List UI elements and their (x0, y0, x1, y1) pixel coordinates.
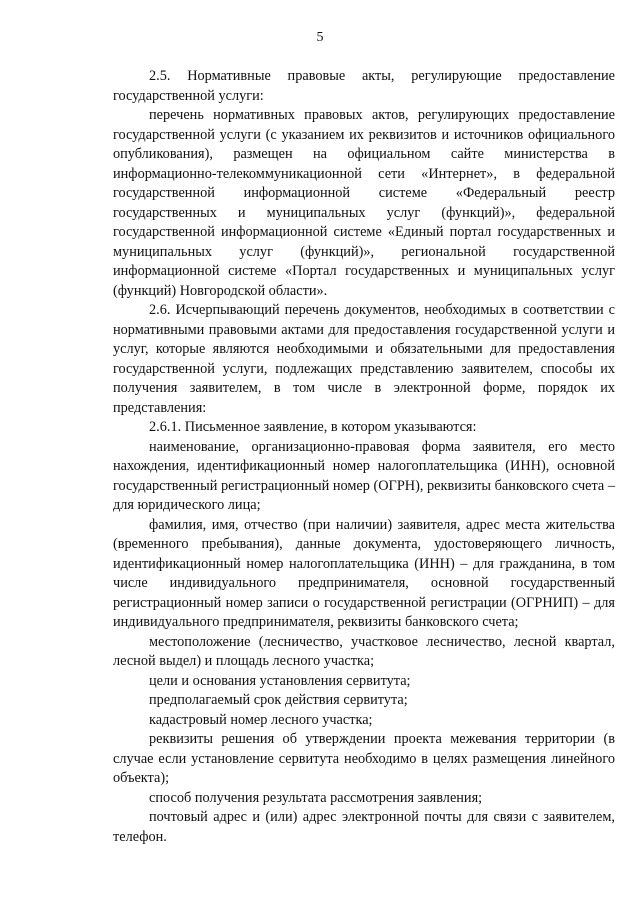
paragraph-term: предполагаемый срок действия сервитута; (149, 692, 408, 708)
paragraph-legal-acts-list: перечень нормативных правовых актов, регулирующих предоставление государственной услуги (с указанием их реквизитов и источников официального опубликования), размещен на официальном сайте министерства в информационно-телекоммуникационной сети «Интернет», в федеральной государственной информационной системе «Федеральный реестр государственных и муниципальных услуг (функций)», федеральной государственной информационной системе «Единый портал государственных и муниципальных услуг (функций)», региональной государственной информационной системе «Портал государственных и муниципальных услуг (функций) Новгородской области». (113, 107, 615, 299)
paragraph-citizen-details: фамилия, имя, отчество (при наличии) заявителя, адрес места жительства (временного пребывания), данные документа, удостоверяющего личность, идентификационный номер налогоплательщика (ИНН) – для гражданина, в том числе индивидуального предпринимателя, основной государственный регистрационный номер записи о государственной регистрации (ОГРНИП) – для индивидуального предпринимателя, реквизиты банковского счета; (113, 516, 615, 630)
paragraph-2-6-heading: 2.6. Исчерпывающий перечень документов, необходимых в соответствии с нормативными правовыми актами для предоставления государственной услуги и услуг, которые являются необходимыми и обязательными для предоставления государственной услуги, подлежащих представлению заявителем, способы их получения заявителем, в том числе в электронной форме, порядок их представления: (113, 302, 615, 416)
page-number: 5 (316, 30, 324, 45)
paragraph-result-method: способ получения результата рассмотрения заявления; (149, 789, 483, 806)
paragraph-location: местоположение (лесничество, участковое лесничество, лесной квартал, лесной выдел) и площадь лесного участка; (113, 633, 615, 669)
paragraph-cadastral-number: кадастровый номер лесного участка; (149, 711, 373, 728)
paragraph-2-6-1-heading: 2.6.1. Письменное заявление, в котором указываются: (149, 419, 477, 435)
paragraph-contact-info: почтовый адрес и (или) адрес электронной почты для связи с заявителем, телефон. (113, 809, 615, 845)
paragraph-purpose: цели и основания установления сервитута; (149, 672, 411, 689)
paragraph-2-5-heading: 2.5. Нормативные правовые акты, регулирующие предоставление государственной услуги: (113, 68, 615, 104)
paragraph-legal-entity-details: наименование, организационно-правовая форма заявителя, его место нахождения, идентификационный номер налогоплательщика (ИНН), основной государственный регистрационный номер (ОГРН), реквизиты банковского счета – для юридического лица; (113, 438, 615, 513)
paragraph-survey-project: реквизиты решения об утверждении проекта межевания территории (в случае если установление сервитута необходимо в целях размещения линейного объекта); (113, 731, 615, 786)
document-body (113, 67, 615, 847)
